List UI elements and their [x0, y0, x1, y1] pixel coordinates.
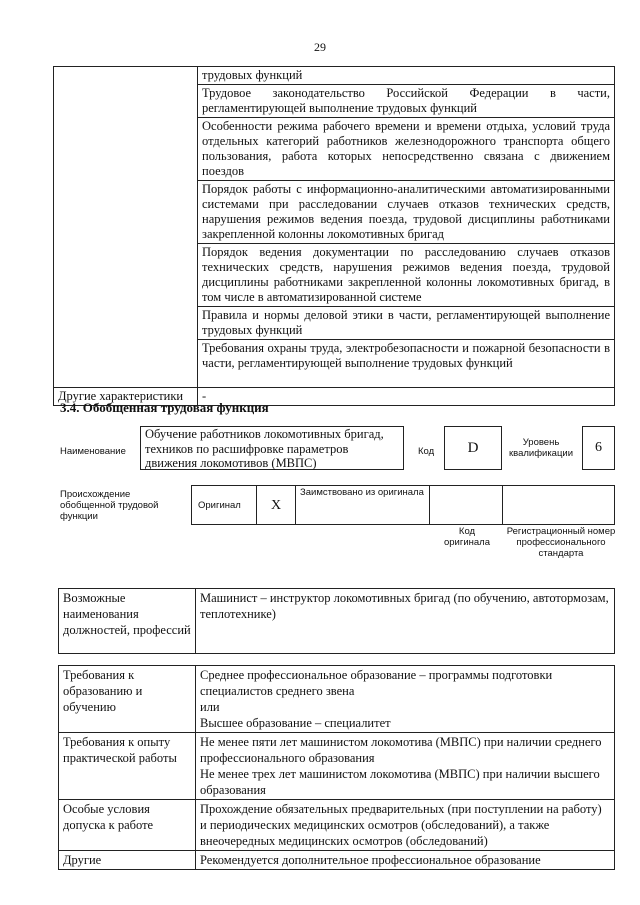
level-label: Уровень квалификации: [508, 437, 574, 459]
knowledge-row: Требования охраны труда, электробезопасности и пожарной безопасности в части, регламентирующей выполнение трудовых функций: [198, 340, 615, 388]
original-label: Оригинал: [192, 486, 257, 525]
knowledge-row: Порядок работы с информационно-аналитическими автоматизированными системами при расследовании случаев отказов технических средств, нарушения режимов ведения поезда, трудовой дисциплины работниками закрепленной колонны локомотивных бригад: [198, 181, 615, 244]
knowledge-row: трудовых функций: [198, 67, 615, 85]
knowledge-row: Порядок ведения документации по расследованию случаев отказов технических средств, нарушения режимов ведения поезда, трудовой дисциплины работниками закрепленной колонны локомотивных бригад, в том числе в автоматизированной системе: [198, 244, 615, 307]
positions-value: Машинист – инструктор локомотивных бригад (по обучению, автотормозам, теплотехнике): [196, 589, 615, 654]
requirement-line: Рекомендуется дополнительное профессиональное образование: [200, 853, 541, 867]
original-mark: X: [257, 486, 296, 525]
experience-value: [196, 733, 615, 800]
registration-caption: Регистрационный номер профессионального стандарта: [506, 526, 616, 559]
positions-label: Возможные наименования должностей, профессий: [59, 589, 196, 654]
table-row: [59, 666, 615, 733]
requirement-line: Среднее профессиональное образование – программы подготовки специалистов среднего звена: [200, 668, 553, 698]
experience-label: Требования к опыту практической работы: [59, 733, 196, 800]
section-title: 3.4. Обобщенная трудовая функция: [60, 400, 269, 415]
origin-table: [191, 485, 615, 525]
empty-label-cell: [54, 67, 198, 388]
other-characteristics-label: Другие характеристики: [54, 388, 198, 406]
knowledge-row: Особенности режима рабочего времени и времени отдыха, условий труда отдельных категорий работников железнодорожного транспорта общего пользования, работа которых непосредственно связана с движением поездов: [198, 118, 615, 181]
education-value: [196, 666, 615, 733]
knowledge-table: [53, 66, 615, 406]
table-row: [59, 733, 615, 800]
requirement-line: или: [200, 700, 220, 714]
requirements-table: [58, 665, 615, 870]
admission-label: Особые условия допуска к работе: [59, 800, 196, 851]
education-label: Требования к образованию и обучению: [59, 666, 196, 733]
requirement-line: Прохождение обязательных предварительных (при поступлении на работу) и периодических медицинских осмотров (обследований), а также внеочередных медицинских осмотров (обследований): [200, 802, 602, 848]
name-label: Наименование: [60, 446, 126, 457]
other-value: [196, 851, 615, 870]
code-label: Код: [418, 446, 435, 457]
requirement-line: Не менее трех лет машинистом локомотива (МВПС) при наличии высшего образования: [200, 767, 600, 797]
code-caption: Код оригинала: [443, 526, 490, 548]
table-row: [59, 851, 615, 870]
origin-label: Происхождение обобщенной трудовой функции: [60, 489, 159, 522]
page-number: 29: [314, 40, 326, 54]
registration-number-cell: [503, 486, 615, 525]
other-characteristics-value: -: [198, 388, 615, 406]
code-value: D: [444, 426, 502, 470]
table-row: [59, 800, 615, 851]
requirement-line: Не менее пяти лет машинистом локомотива (МВПС) при наличии среднего профессионального образования: [200, 735, 602, 765]
level-value: 6: [582, 426, 615, 470]
borrowed-label: Заимствовано из оригинала: [296, 486, 430, 525]
other-label: Другие: [59, 851, 196, 870]
positions-table: [58, 588, 615, 654]
knowledge-row: Правила и нормы деловой этики в части, регламентирующей выполнение трудовых функций: [198, 307, 615, 340]
origin-code-cell: [430, 486, 503, 525]
knowledge-row: Трудовое законодательство Российской Федерации в части, регламентирующей выполнение трудовых функций: [198, 85, 615, 118]
function-name: Обучение работников локомотивных бригад, техников по расшифровке параметров движения локомотивов (МВПС): [140, 426, 404, 470]
requirement-line: Высшее образование – специалитет: [200, 716, 391, 730]
admission-value: [196, 800, 615, 851]
